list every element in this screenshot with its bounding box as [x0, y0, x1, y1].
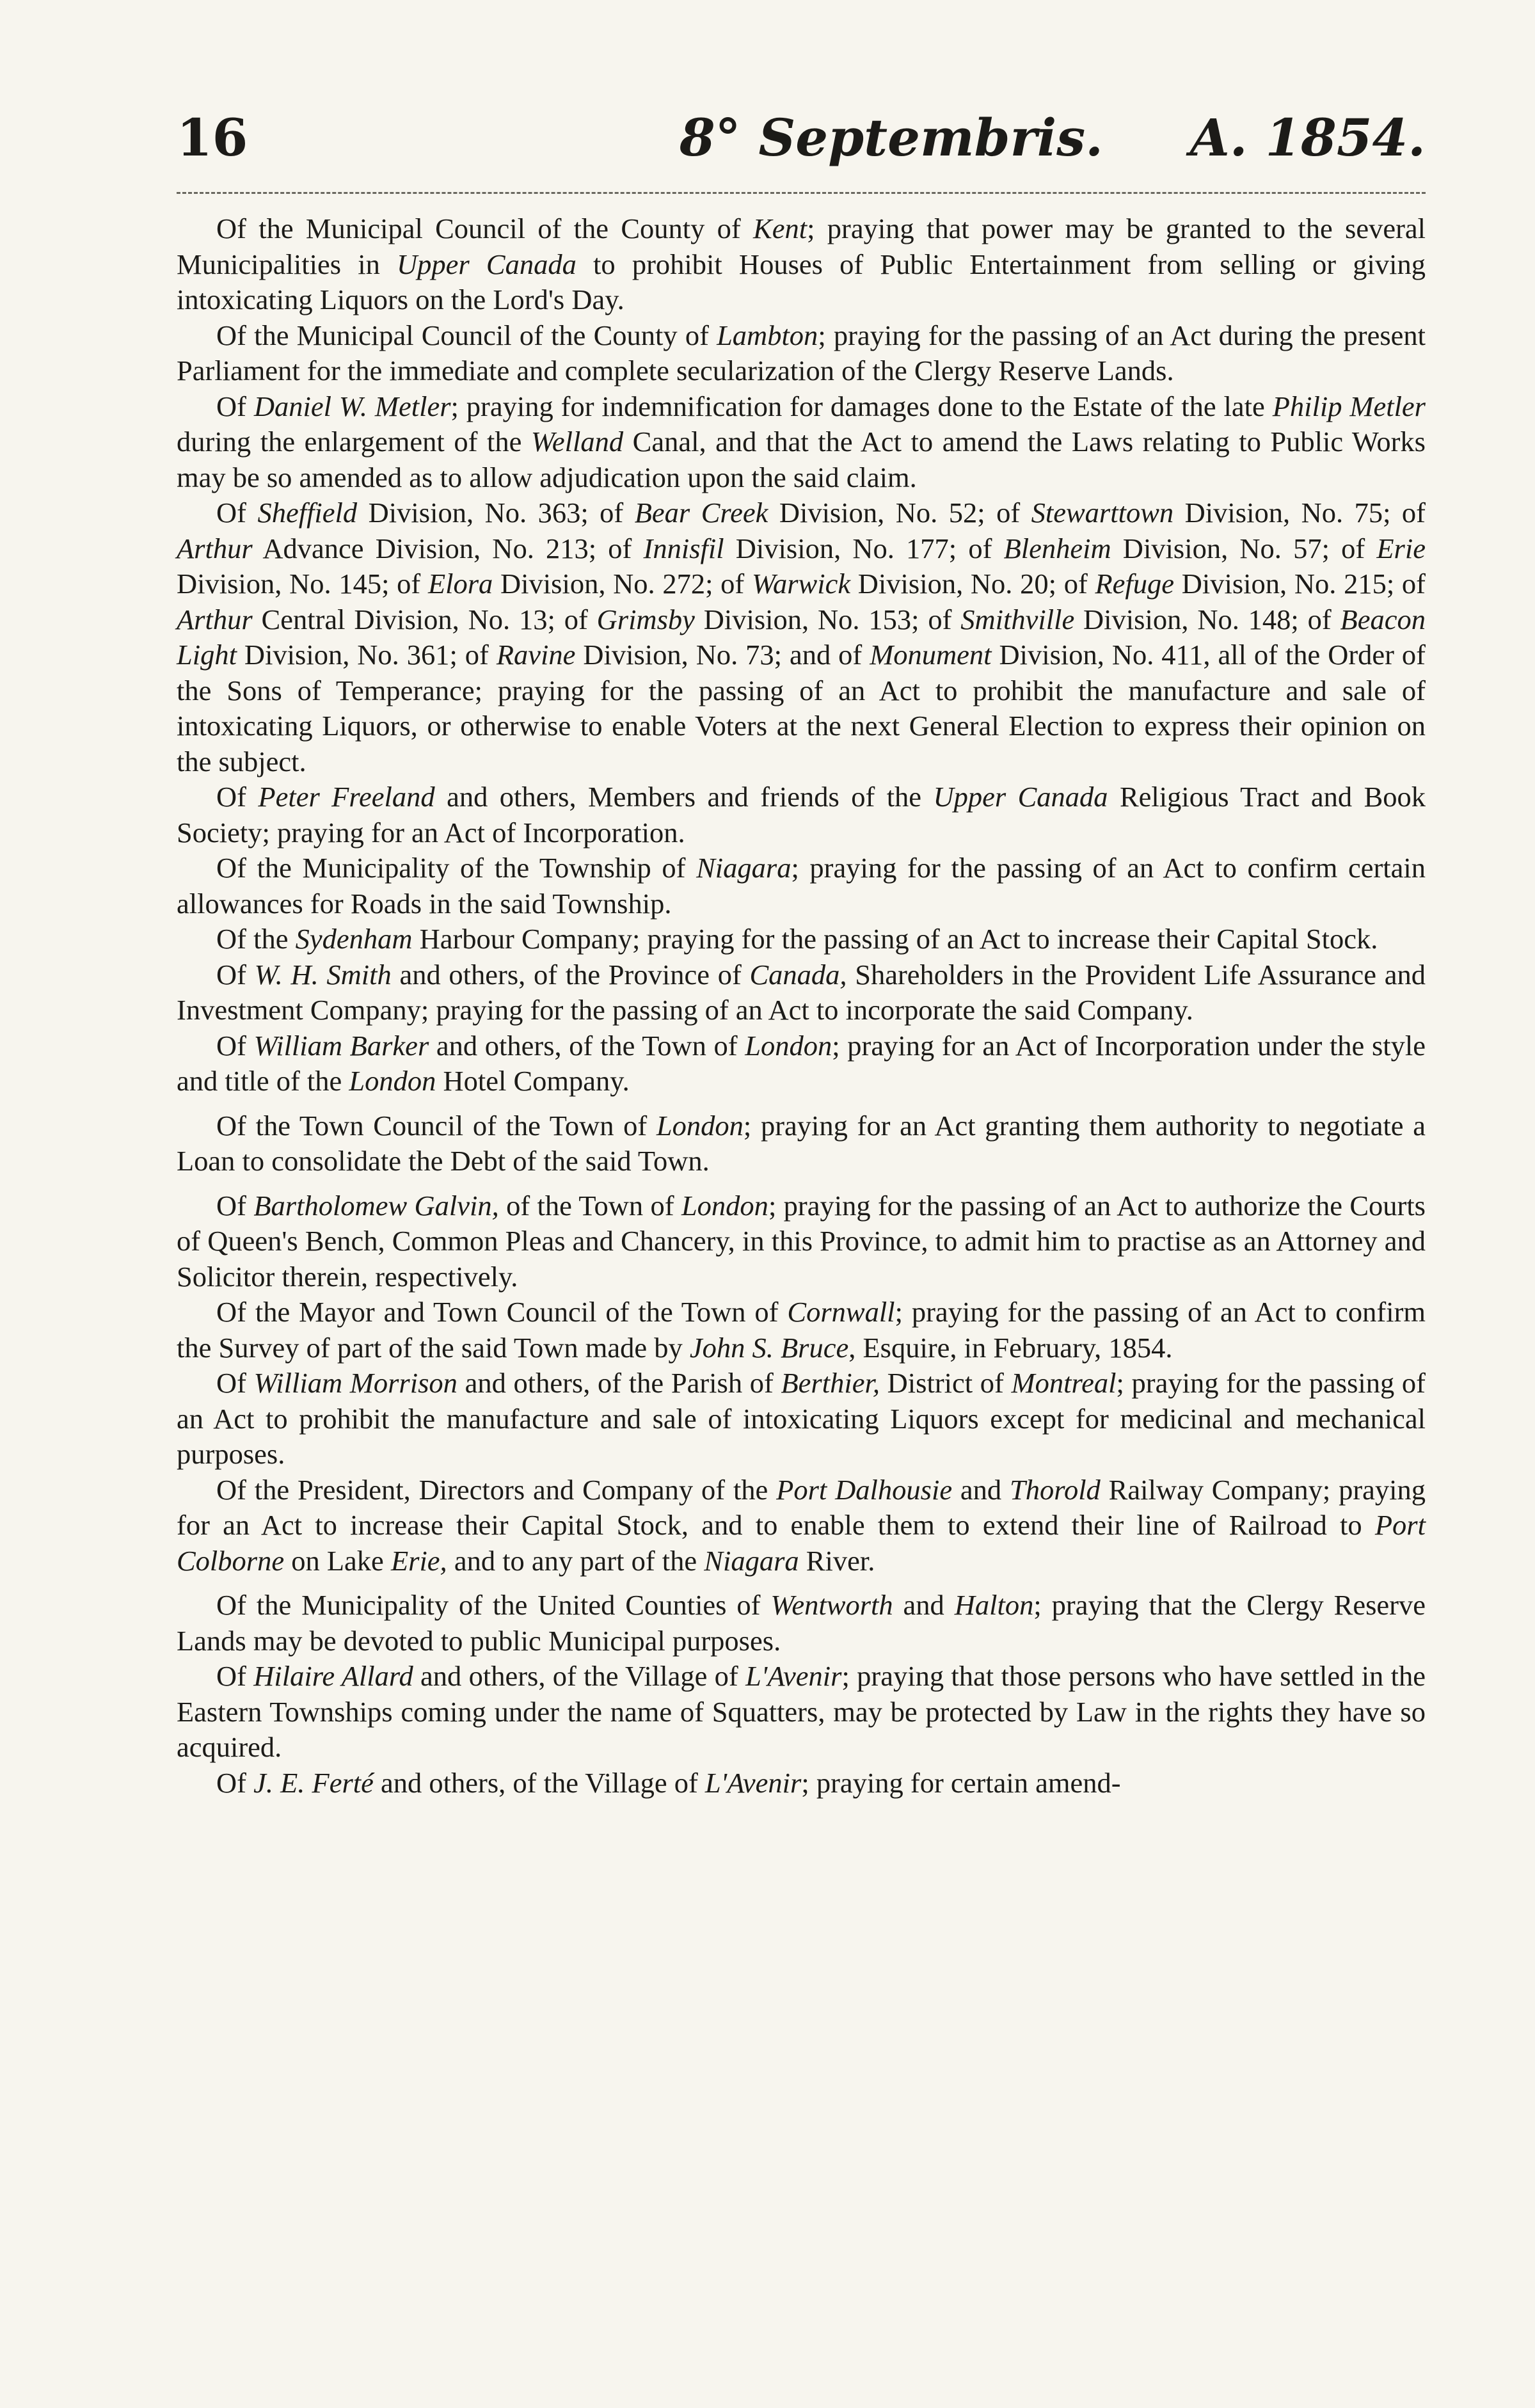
text-run: Hotel Company. [436, 1065, 630, 1097]
petition-paragraph [177, 1588, 1426, 1659]
text-run: and [893, 1589, 955, 1621]
petition-paragraph [177, 495, 1426, 779]
text-run: District of [879, 1367, 1012, 1399]
italic-run: Sydenham [295, 923, 413, 955]
italic-run: Thorold [1010, 1473, 1101, 1506]
italic-run: London [349, 1065, 436, 1097]
text-run: ; praying for indemnification for damages done to the Estate of the late [450, 390, 1273, 422]
petition-paragraph [177, 850, 1426, 921]
text-run: Division, No. 20; of [850, 568, 1095, 600]
italic-run: Bear Creek [634, 497, 768, 529]
text-run: Of the Municipal Council of the County of [216, 212, 754, 244]
italic-run: Welland [530, 426, 624, 458]
italic-run: Berthier, [781, 1367, 880, 1399]
text-run: and others, of the Province of [391, 958, 750, 991]
text-run: Of the Municipal Council of the County of [216, 319, 717, 351]
text-run: ; praying for an Act granting them authority to negotiate a Loan to consolidate the Debt of the said Town. [177, 1109, 1426, 1177]
italic-run: London [681, 1189, 768, 1222]
italic-run: London [745, 1029, 832, 1062]
text-run: Division, No. 272; of [493, 568, 752, 600]
text-run: Of [216, 497, 258, 529]
text-run: ; praying for the passing of an Act to authorize the Courts of Queen's Bench, Common Pleas and Chancery, in this Province, to admit him to practise as an Attorney and Solicitor therein, respectively. [177, 1189, 1426, 1293]
text-run: Division, No. 153; of [694, 603, 961, 635]
petition-paragraph [177, 921, 1426, 957]
year-heading: A. 1854. [1189, 108, 1426, 168]
text-run: Of [216, 958, 255, 991]
italic-run: Warwick [751, 568, 851, 600]
petition-paragraph [177, 1295, 1426, 1366]
petition-paragraph [177, 1108, 1426, 1179]
text-run: Division, No. 411, all of the Order of the Sons of Temperance; praying for the passing of an Act to prohibit the manufacture and sale of intoxicating Liquors, or otherwise to enable Voters at the next General Election to express their opinion on the subject. [177, 639, 1426, 777]
text-run: Of the Municipality of the United Counties of [216, 1589, 771, 1621]
header-rule [177, 192, 1426, 194]
text-run: Division, No. 52; of [768, 497, 1031, 529]
text-run: Railway Company; praying for an Act to increase their Capital Stock, and to enable them to extend their line of Railroad to [177, 1473, 1426, 1541]
italic-run: Ravine [496, 639, 576, 671]
italic-run: Niagara [704, 1544, 799, 1577]
text-run: ; praying for the passing of an Act to confirm certain allowances for Roads in the said Township. [177, 852, 1426, 920]
italic-run: Erie [1376, 532, 1426, 564]
petition-paragraph [177, 1366, 1426, 1472]
petition-paragraph [177, 1028, 1426, 1099]
italic-run: Blenheim [1003, 532, 1111, 564]
text-run: during the enlargement of the [177, 426, 531, 458]
italic-run: J. E. Ferté [253, 1766, 374, 1799]
italic-run: Monument [870, 639, 992, 671]
text-run: on Lake [284, 1544, 391, 1577]
text-run: Division, No. 215; of [1174, 568, 1426, 600]
italic-run: Port Colborne [177, 1509, 1426, 1577]
text-run: Of [216, 781, 258, 813]
text-run: Division, No. 57; of [1111, 532, 1377, 564]
text-run: and others, of the Village of [373, 1766, 705, 1799]
petition-paragraph [177, 1472, 1426, 1579]
page-header [177, 108, 1426, 178]
text-run: Division, No. 148; of [1074, 603, 1340, 635]
italic-run: William Barker [253, 1029, 429, 1062]
italic-run: Beacon Light [177, 603, 1426, 671]
text-run: ; praying for the passing of an Act to prohibit the manufacture and sale of intoxicating Liquors except for medicinal and mechanical purposes. [177, 1367, 1426, 1470]
italic-run: Cornwall [787, 1296, 895, 1328]
text-run: Of the Town Council of the Town of [216, 1109, 656, 1142]
text-run: Of [216, 1029, 254, 1062]
text-run: Shareholders in the Provident Life Assurance and Investment Company; praying for the passing of an Act to incorporate the said Company. [177, 958, 1426, 1026]
italic-run: Montreal [1011, 1367, 1117, 1399]
text-run: and to any part of the [447, 1544, 704, 1577]
text-run: Central Division, No. 13; of [252, 603, 597, 635]
text-run: Of the [216, 923, 296, 955]
italic-run: William Morrison [253, 1367, 457, 1399]
italic-run: Halton [954, 1589, 1034, 1621]
italic-run: Bartholomew Galvin, [253, 1189, 499, 1222]
italic-run: Wentworth [770, 1589, 893, 1621]
italic-run: Hilaire Allard [253, 1660, 413, 1692]
text-run: ; praying for the passing of an Act during the present Parliament for the immediate and complete secularization of the Clergy Reserve Lands. [177, 319, 1426, 387]
text-run: ; praying that power may be granted to the several Municipalities in [177, 212, 1426, 280]
text-run: Harbour Company; praying for the passing of an Act to increase their Capital Stock. [412, 923, 1378, 955]
petition-list [177, 211, 1426, 1801]
text-run: and others, of the Town of [429, 1029, 745, 1062]
italic-run: Sheffield [257, 497, 358, 529]
text-run: ; praying for certain amend- [801, 1766, 1121, 1799]
text-run: River. [799, 1544, 875, 1577]
italic-run: W. H. Smith [254, 958, 392, 991]
italic-run: Elora [427, 568, 493, 600]
petition-paragraph [177, 1659, 1426, 1766]
text-run: Of the President, Directors and Company of the [216, 1473, 777, 1506]
petition-paragraph [177, 389, 1426, 496]
text-run: and others, of the Village of [413, 1660, 746, 1692]
text-run: of the Town of [498, 1189, 681, 1222]
italic-run: Upper Canada [933, 781, 1108, 813]
italic-run: Stewarttown [1031, 497, 1174, 529]
italic-run: Lambton [717, 319, 818, 351]
text-run: Of [216, 1660, 254, 1692]
italic-run: John S. Bruce [689, 1331, 849, 1364]
text-run: ; praying for the passing of an Act to confirm the Survey of part of the said Town made by [177, 1296, 1426, 1364]
italic-run: Upper Canada [397, 248, 577, 280]
text-run: Of the Municipality of the Township of [216, 852, 697, 884]
italic-run: Smithville [960, 603, 1075, 635]
text-run: Of [216, 1189, 254, 1222]
italic-run: Daniel W. Metler [253, 390, 451, 422]
text-run: Of [216, 1367, 254, 1399]
petition-paragraph [177, 318, 1426, 389]
italic-run: Port Dalhousie [776, 1473, 953, 1506]
italic-run: Innisfil [643, 532, 724, 564]
petition-paragraph [177, 211, 1426, 318]
text-run: and others, of the Parish of [457, 1367, 781, 1399]
text-run: to prohibit Houses of Public Entertainment from selling or giving intoxicating Liquors on the Lord's Day. [177, 248, 1426, 315]
petition-paragraph [177, 957, 1426, 1028]
text-run: Canal, and that the Act to amend the Laws relating to Public Works may be so amended as to allow adjudication upon the said claim. [177, 426, 1426, 493]
text-run: Advance Division, No. 213; of [252, 532, 644, 564]
italic-run: Niagara [696, 852, 791, 884]
text-run: Of [216, 1766, 254, 1799]
italic-run: Peter Freeland [258, 781, 435, 813]
text-run: ; praying that those persons who have settled in the Eastern Townships coming under the name of Squatters, may be protected by Law in the rights they have so acquired. [177, 1660, 1426, 1763]
italic-run: Grimsby [596, 603, 695, 635]
running-title: 8° Septembris. [680, 108, 1103, 168]
text-run: Of [216, 390, 254, 422]
text-run: and [952, 1473, 1010, 1506]
italic-run: L'Avenir [704, 1766, 802, 1799]
text-run: Of the Mayor and Town Council of the Town of [216, 1296, 788, 1328]
italic-run: Refuge [1095, 568, 1175, 600]
italic-run: London [656, 1109, 744, 1142]
text-run: Religious Tract and Book Society; praying for an Act of Incorporation. [177, 781, 1426, 849]
text-run: Division, No. 363; of [357, 497, 635, 529]
text-run: Division, No. 361; of [236, 639, 497, 671]
text-run: and others, Members and friends of the [434, 781, 934, 813]
italic-run: Erie, [390, 1544, 447, 1577]
petition-paragraph [177, 1766, 1426, 1801]
text-run: Division, No. 145; of [177, 568, 428, 600]
text-run: Division, No. 75; of [1173, 497, 1426, 529]
italic-run: Canada, [749, 958, 847, 991]
text-run: Division, No. 177; of [724, 532, 1004, 564]
text-run: ; praying that the Clergy Reserve Lands may be devoted to public Municipal purposes. [177, 1589, 1426, 1657]
italic-run: Philip Metler [1272, 390, 1426, 422]
text-run: Division, No. 73; and of [575, 639, 870, 671]
petition-paragraph [177, 779, 1426, 850]
italic-run: L'Avenir [745, 1660, 842, 1692]
italic-run: Arthur [177, 532, 253, 564]
page-number: 16 [177, 108, 248, 168]
petition-paragraph [177, 1188, 1426, 1295]
italic-run: Kent [753, 212, 807, 244]
italic-run: Arthur [177, 603, 253, 635]
text-run: , Esquire, in February, 1854. [848, 1331, 1173, 1364]
text-run: ; praying for an Act of Incorporation under the style and title of the [177, 1029, 1426, 1097]
